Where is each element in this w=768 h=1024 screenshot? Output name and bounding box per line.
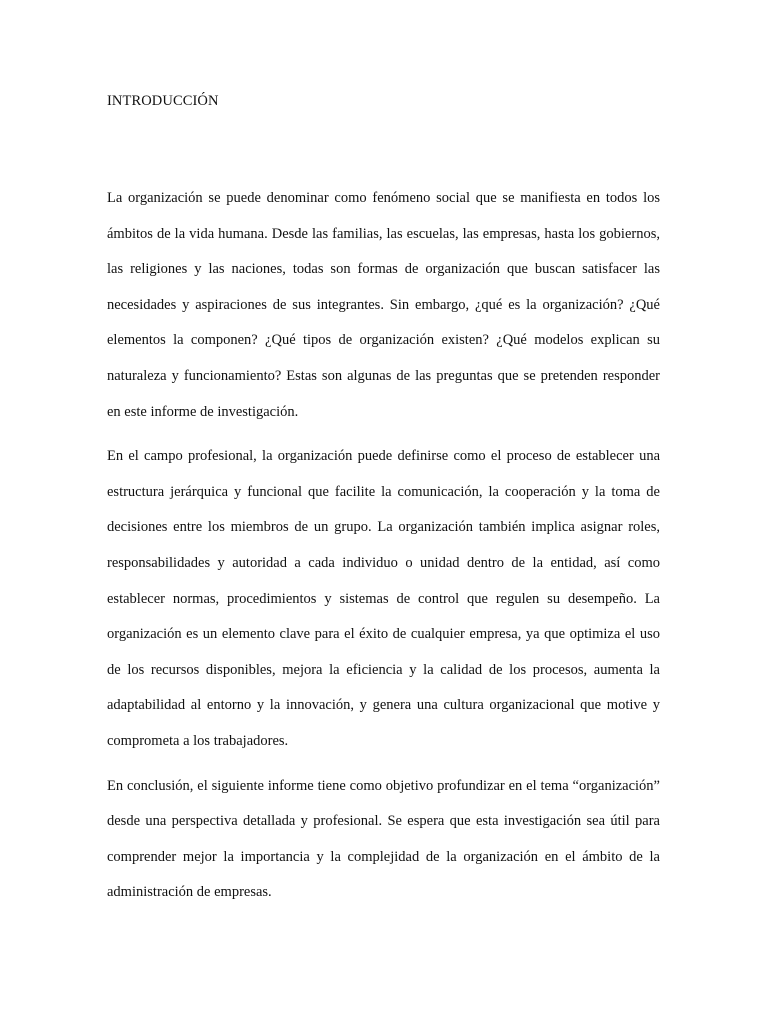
document-title: INTRODUCCIÓN <box>107 93 219 109</box>
paragraph-conclusion: En conclusión, el siguiente informe tiene como objetivo profundizar en el tema “organización” desde una perspectiva detallada y profesional. Se espera que esta investigación sea útil para comprender mejor la importancia y la complejidad de la organización en el ámbito de la administración de empresas. <box>107 777 660 901</box>
paragraph-definition: En el campo profesional, la organización puede definirse como el proceso de establecer una estructura jerárquica y funcional que facilite la comunicación, la cooperación y la toma de decisiones entre los miembros de un grupo. La organización también implica asignar roles, responsabilidades y autoridad a cada individuo o unidad dentro de la entidad, así como establecer normas, procedimientos y sistemas de control que regulen su desempeño. La organización es un elemento clave para el éxito de cualquier empresa, ya que optimiza el uso de los recursos disponibles, mejora la eficiencia y la calidad de los procesos, aumenta la adaptabilidad al entorno y la innovación, y genera una cultura organizacional que motive y comprometa a los trabajadores. <box>107 448 660 749</box>
document-body <box>107 181 660 911</box>
paragraph-intro: La organización se puede denominar como fenómeno social que se manifiesta en todos los ámbitos de la vida humana. Desde las familias, las escuelas, las empresas, hasta los gobiernos, las religiones y las naciones, todas son formas de organización que buscan satisfacer las necesidades y aspiraciones de sus integrantes. Sin embargo, ¿qué es la organización? ¿Qué elementos la componen? ¿Qué tipos de organización existen? ¿Qué modelos explican su naturaleza y funcionamiento? Estas son algunas de las preguntas que se pretenden responder en este informe de investigación. <box>107 190 660 420</box>
